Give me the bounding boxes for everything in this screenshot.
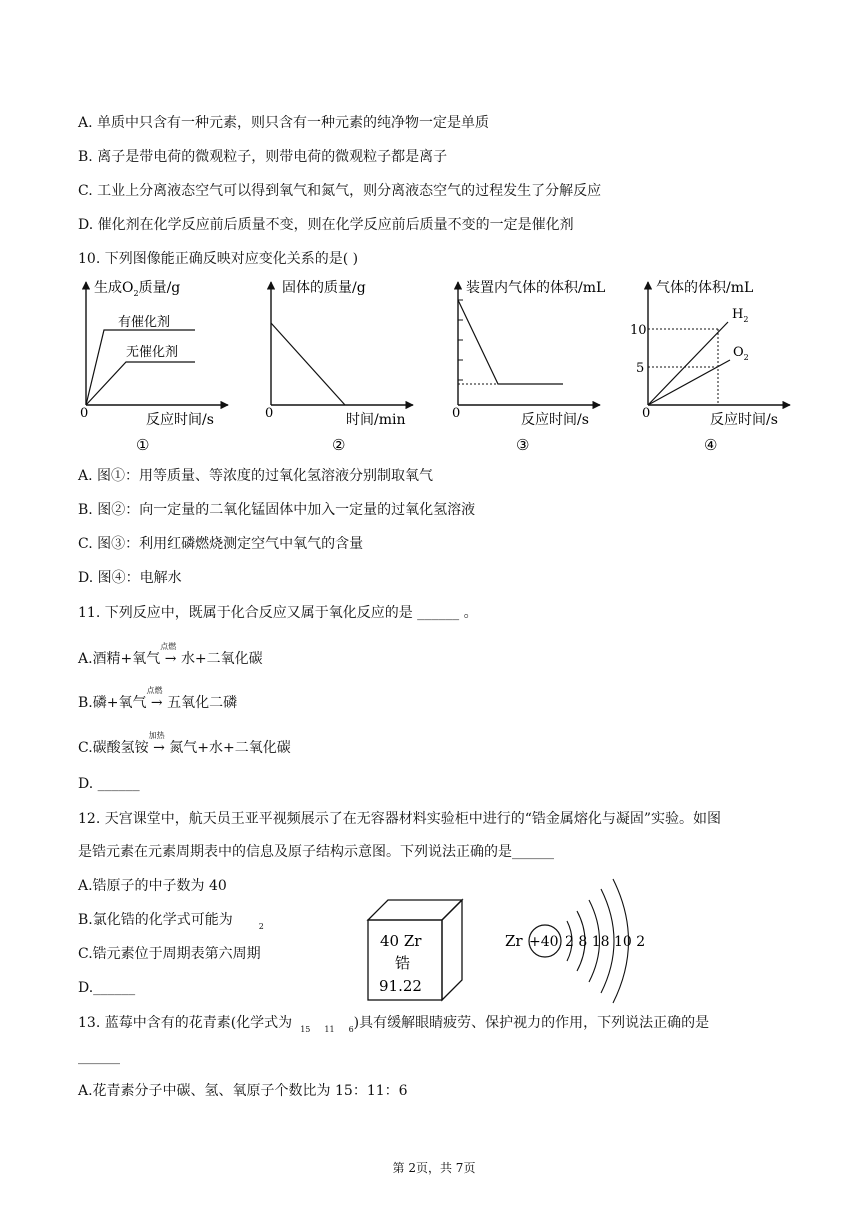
cell-number-symbol: 40 Zr xyxy=(380,932,422,950)
label-h2: $H_2$ xyxy=(732,307,749,324)
q10-graphs xyxy=(0,270,868,460)
q11-option-d: D. ______ xyxy=(78,776,140,792)
q13-blank: ______ xyxy=(78,1049,120,1065)
graph-3 xyxy=(452,279,605,454)
q9-option-b: B. 离子是带电荷的微观粒子，则带电荷的微观粒子都是离子 xyxy=(78,149,448,165)
label-with-catalyst: 有催化剂 xyxy=(118,315,171,330)
atom-nucleus: +40 xyxy=(529,934,559,950)
q10-option-d: D. 图④：电解水 xyxy=(78,570,182,586)
q12-stem-line2: 是锆元素在元素周期表中的信息及原子结构示意图。下列说法正确的是______ xyxy=(78,844,554,860)
label-o2: $O_2$ xyxy=(733,345,749,362)
q10-option-a: A. 图①：用等质量、等浓度的过氧化氢溶液分别制取氧气 xyxy=(78,468,434,484)
h2-line xyxy=(648,322,728,405)
curve-with-catalyst xyxy=(86,330,195,405)
graph-4 xyxy=(630,279,790,454)
graph4-number: ④ xyxy=(704,436,718,454)
atom-diagram xyxy=(505,879,645,1003)
graph3-ylabel: 装置内气体的体积/mL xyxy=(466,280,606,296)
shell-electrons: 2 8 18 10 2 xyxy=(565,934,646,950)
q10-stem: 10. 下列图像能正确反映对应变化关系的是( ) xyxy=(78,251,359,267)
graph-1 xyxy=(80,279,228,454)
graph-2 xyxy=(265,279,413,454)
gas-volume-line xyxy=(458,300,563,384)
page-footer: 第 2页，共 7页 xyxy=(392,1161,476,1175)
solid-mass-line xyxy=(271,323,345,405)
graph2-origin: 0 xyxy=(265,406,274,421)
q9-option-c: C. 工业上分离液态空气可以得到氧气和氮气，则分离液态空气的过程发生了分解反应 xyxy=(78,183,602,199)
q12-option-d: D.______ xyxy=(78,980,136,996)
tick-5: 5 xyxy=(636,361,645,376)
q12-option-a: A.锆原子的中子数为 40 xyxy=(78,878,227,894)
graph4-ylabel: 气体的体积/mL xyxy=(656,280,754,296)
q11-option-a: A.酒精+氧气 点燃 → 水+二氧化碳 xyxy=(78,642,263,667)
graph1-ylabel: 生成$O_2$质量/g xyxy=(94,280,181,298)
q10-option-c: C. 图③：利用红磷燃烧测定空气中氧气的含量 xyxy=(78,536,364,552)
zirconium-figure xyxy=(360,870,650,1010)
q9-option-a: A. 单质中只含有一种元素，则只含有一种元素的纯净物一定是单质 xyxy=(78,115,490,131)
graph2-number: ② xyxy=(332,436,346,454)
atom-symbol: Zr xyxy=(505,932,523,950)
q13-stem: 13. 蓝莓中含有的花青素(化学式为 $_{15}$ $_{11}$ $_6$)具有缓解眼睛疲劳、保护视力的作用，下列说法正确的是 xyxy=(78,1015,710,1034)
q9-option-d: D. 催化剂在化学反应前后质量不变，则在化学反应前后质量不变的一定是催化剂 xyxy=(78,217,574,233)
curve-without-catalyst xyxy=(86,362,195,405)
tick-10: 10 xyxy=(630,323,647,338)
graph2-ylabel: 固体的质量/g xyxy=(282,280,366,296)
q10-option-b: B. 图②：向一定量的二氧化锰固体中加入一定量的过氧化氢溶液 xyxy=(78,502,476,518)
q12-stem-line1: 12. 天宫课堂中，航天员王亚平视频展示了在无容器材料实验柜中进行的“锆金属熔化与凝固”实验。如图 xyxy=(78,811,722,827)
graph1-origin: 0 xyxy=(80,406,89,421)
cell-element-name: 锆 xyxy=(395,954,411,972)
q11-option-b: B.磷+氧气 点燃 → 五氧化二磷 xyxy=(78,686,238,711)
graph3-origin: 0 xyxy=(452,406,461,421)
graph3-number: ③ xyxy=(516,436,530,454)
graph4-xlabel: 反应时间/s xyxy=(710,412,778,428)
q11-option-c: C.碳酸氢铵 加热 → 氮气+水+二氧化碳 xyxy=(78,731,291,756)
graph4-origin: 0 xyxy=(642,406,651,421)
label-without-catalyst: 无催化剂 xyxy=(126,345,179,360)
graph3-xlabel: 反应时间/s xyxy=(521,412,589,428)
q12-option-c: C.锆元素位于周期表第六周期 xyxy=(78,946,261,962)
graph2-xlabel: 时间/min xyxy=(346,412,406,428)
graph1-xlabel: 反应时间/s xyxy=(146,412,214,428)
q12-option-b: B.氯化锆的化学式可能为 $_2$ xyxy=(78,912,264,931)
q11-stem: 11. 下列反应中，既属于化合反应又属于氧化反应的是 ______ 。 xyxy=(78,605,478,621)
graph1-number: ① xyxy=(136,436,150,454)
q13-option-a: A.花青素分子中碳、氢、氧原子个数比为 15：11：6 xyxy=(78,1083,408,1099)
cell-atomic-mass: 91.22 xyxy=(379,977,422,995)
